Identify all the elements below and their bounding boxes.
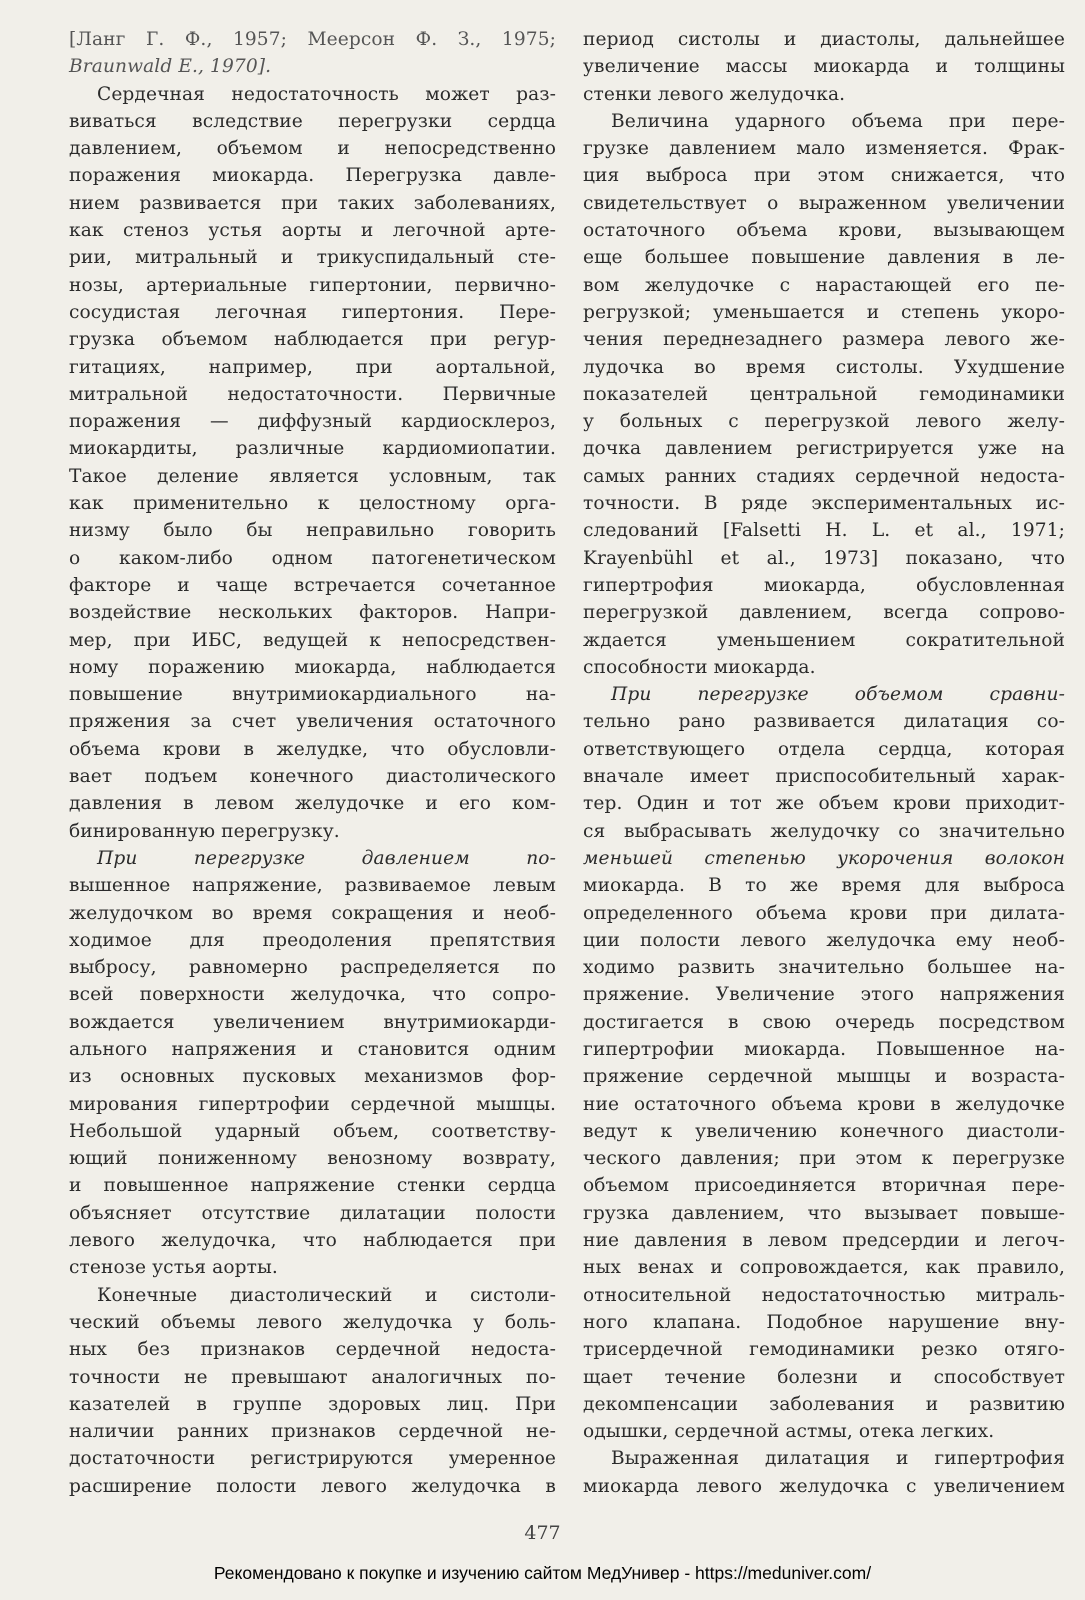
text-line: ческий объемы левого желудочка у боль- bbox=[69, 1311, 556, 1333]
text-line: всей поверхности желудочка, что сопро- bbox=[69, 984, 556, 1006]
text-line: как применительно к целостному орга- bbox=[69, 493, 556, 515]
text-line: вначале имеет приспособительный харак- bbox=[583, 766, 1065, 788]
text-line: вождается увеличением внутримиокарди- bbox=[69, 1011, 556, 1033]
text-line: точности. В ряде экспериментальных ис- bbox=[583, 493, 1065, 515]
text-line: меньшей степенью укорочения волокон bbox=[583, 847, 1065, 869]
text-line: дочка давлением регистрируется уже на bbox=[583, 438, 1065, 460]
text-line: гипертрофия миокарда, обусловленная bbox=[583, 574, 1065, 596]
text-line: нием развивается при таких заболеваниях, bbox=[69, 192, 556, 214]
text-line: факторе и чаще встречается сочетанное bbox=[69, 574, 556, 596]
text-line: При перегрузке давлением по- bbox=[97, 847, 556, 869]
text-line: ходимо развить значительно большее на- bbox=[583, 957, 1065, 979]
text-line: грузке давлением мало изменяется. Фрак- bbox=[583, 138, 1065, 160]
text-line: следований [Falsetti H. L. et al., 1971; bbox=[583, 520, 1065, 542]
text-line: ющий пониженному венозному возврату, bbox=[69, 1148, 556, 1170]
text-line: и повышенное напряжение стенки сердца bbox=[69, 1175, 556, 1197]
text-line: способности миокарда. bbox=[583, 656, 816, 678]
text-line: ному поражению миокарда, наблюдается bbox=[69, 656, 556, 678]
text-line: у больных с перегрузкой левого желу- bbox=[583, 411, 1065, 433]
text-line: тер. Один и тот же объем крови приходит- bbox=[583, 793, 1065, 815]
right-text-column bbox=[583, 26, 1065, 1500]
text-line: регрузкой; уменьшается и степень укоро- bbox=[583, 301, 1065, 323]
text-line: виваться вследствие перегрузки сердца bbox=[69, 110, 556, 132]
text-line: относительной недостаточностью митраль- bbox=[583, 1284, 1065, 1306]
text-line: казателей в группе здоровых лиц. При bbox=[69, 1393, 556, 1415]
text-line: ние давления в левом предсердии и легоч- bbox=[583, 1230, 1065, 1252]
left-text-column bbox=[69, 26, 556, 1500]
text-line: из основных пусковых механизмов фор- bbox=[69, 1066, 556, 1088]
text-line: ального напряжения и становится одним bbox=[69, 1038, 556, 1060]
text-line: левого желудочка, что наблюдается при bbox=[69, 1230, 556, 1252]
text-line: трисердечной гемодинамики резко отяго- bbox=[583, 1339, 1065, 1361]
text-line: увеличение массы миокарда и толщины bbox=[583, 56, 1065, 78]
text-line: ции полости левого желудочка ему необ- bbox=[583, 929, 1065, 951]
text-line: поражения миокарда. Перегрузка давле- bbox=[69, 165, 556, 187]
text-line: стенки левого желудочка. bbox=[583, 83, 846, 105]
text-line: ответствующего отдела сердца, которая bbox=[583, 738, 1065, 760]
text-line: давления в левом желудочке и его ком- bbox=[69, 793, 556, 815]
text-line: пряжение сердечной мышцы и возраста- bbox=[583, 1066, 1065, 1088]
page-number: 477 bbox=[524, 1522, 561, 1544]
text-line: мирования гипертрофии сердечной мышцы. bbox=[69, 1093, 556, 1115]
text-line: давлением, объемом и непосредственно bbox=[69, 138, 556, 160]
text-line: Braunwald E., 1970]. bbox=[69, 56, 272, 78]
text-line: поражения — диффузный кардиосклероз, bbox=[69, 411, 556, 433]
text-line: точности не превышают аналогичных по- bbox=[69, 1366, 556, 1388]
text-line: грузка давлением, что вызывает повыше- bbox=[583, 1202, 1065, 1224]
text-line: ного клапана. Подобное нарушение вну- bbox=[583, 1311, 1065, 1333]
text-line: определенного объема крови при дилата- bbox=[583, 902, 1065, 924]
text-line: пряжения за счет увеличения остаточного bbox=[69, 711, 556, 733]
text-line: перегрузкой давлением, всегда сопрово- bbox=[583, 602, 1065, 624]
text-line: лудочка во время систолы. Ухудшение bbox=[583, 356, 1065, 378]
text-line: ных венах и сопровождается, как правило, bbox=[583, 1257, 1065, 1279]
text-line: Сердечная недостаточность может раз- bbox=[97, 83, 556, 105]
text-line: период систолы и диастолы, дальнейшее bbox=[583, 29, 1065, 50]
text-line: нозы, артериальные гипертонии, первично- bbox=[69, 274, 556, 296]
text-line: вышенное напряжение, развиваемое левым bbox=[69, 875, 556, 897]
text-line: остаточного объема крови, вызывающем bbox=[583, 220, 1065, 242]
text-line: Небольшой ударный объем, соответству- bbox=[69, 1120, 556, 1142]
text-line: как стеноз устья аорты и легочной арте- bbox=[69, 220, 556, 242]
text-line: о каком-либо одном патогенетическом bbox=[69, 547, 556, 569]
text-line: ходимое для преодоления препятствия bbox=[69, 929, 556, 951]
text-line: достаточности регистрируются умеренное bbox=[69, 1448, 556, 1470]
text-line: грузка объемом наблюдается при регур- bbox=[69, 329, 556, 351]
text-line: самых ранних стадиях сердечной недоста- bbox=[583, 465, 1065, 487]
text-line: рии, митральный и трикуспидальный сте- bbox=[69, 247, 556, 269]
text-line: показателей центральной гемодинамики bbox=[583, 383, 1065, 405]
text-line: одышки, сердечной астмы, отека легких. bbox=[583, 1421, 995, 1443]
text-line: ся выбрасывать желудочку со значительно bbox=[583, 820, 1065, 842]
text-line: еще большее повышение давления в ле- bbox=[583, 247, 1065, 269]
text-line: низму было бы неправильно говорить bbox=[69, 520, 556, 542]
text-line: пряжение. Увеличение этого напряжения bbox=[583, 984, 1065, 1006]
text-line: вом желудочке с нарастающей его пе- bbox=[583, 274, 1065, 296]
text-line: миокарда левого желудочка с увеличением bbox=[583, 1475, 1065, 1497]
text-line: ных без признаков сердечной недоста- bbox=[69, 1339, 556, 1361]
text-line: мер, при ИБС, ведущей к непосредствен- bbox=[69, 629, 556, 651]
text-line: достигается в свою очередь посредством bbox=[583, 1011, 1065, 1033]
text-line: свидетельствует о выраженном увеличении bbox=[583, 192, 1065, 214]
text-line: Конечные диастолический и систоли- bbox=[97, 1284, 556, 1306]
text-line: ческого давления; при этом к перегрузке bbox=[583, 1148, 1065, 1170]
text-line: щает течение болезни и способствует bbox=[583, 1366, 1065, 1388]
text-line: стенозе устья аорты. bbox=[69, 1257, 278, 1279]
text-line: миокарда. В то же время для выброса bbox=[583, 875, 1065, 897]
text-line: вает подъем конечного диастолического bbox=[69, 766, 556, 788]
text-line: миокардиты, различные кардиомиопатии. bbox=[69, 438, 556, 460]
text-line: декомпенсации заболевания и развитию bbox=[583, 1393, 1065, 1415]
text-line: митральной недостаточности. Первичные bbox=[69, 383, 556, 405]
text-line: наличии ранних признаков сердечной не- bbox=[69, 1421, 556, 1443]
text-line: гипертрофии миокарда. Повышенное на- bbox=[583, 1038, 1065, 1060]
text-line: объемом присоединяется вторичная пере- bbox=[583, 1175, 1065, 1197]
text-line: Величина ударного объема при пере- bbox=[611, 110, 1065, 132]
text-line: чения переднезаднего размера левого же- bbox=[583, 329, 1065, 351]
text-line: сосудистая легочная гипертония. Пере- bbox=[69, 301, 556, 323]
text-line: гитациях, например, при аортальной, bbox=[69, 356, 556, 378]
text-line: ние остаточного объема крови в желудочке bbox=[583, 1093, 1065, 1115]
text-line: Krayenbühl et al., 1973] показано, что bbox=[583, 547, 1065, 569]
text-line: бинированную перегрузку. bbox=[69, 820, 340, 842]
text-line: [Ланг Г. Ф., 1957; Меерсон Ф. З., 1975; bbox=[69, 29, 556, 50]
text-line: объясняет отсутствие дилатации полости bbox=[69, 1202, 556, 1224]
text-line: тельно рано развивается дилатация со- bbox=[583, 711, 1065, 733]
text-line: повышение внутримиокардиального на- bbox=[69, 684, 556, 706]
text-line: воздействие нескольких факторов. Напри- bbox=[69, 602, 556, 624]
text-line: объема крови в желудке, что обусловли- bbox=[69, 738, 556, 760]
text-line: желудочком во время сокращения и необ- bbox=[69, 902, 556, 924]
text-line: При перегрузке объемом сравни- bbox=[611, 684, 1065, 706]
text-line: ждается уменьшением сократительной bbox=[583, 629, 1065, 651]
text-line: Такое деление является условным, так bbox=[69, 465, 556, 487]
text-line: расширение полости левого желудочка в bbox=[69, 1475, 556, 1497]
text-line: ция выброса при этом снижается, что bbox=[583, 165, 1065, 187]
text-line: выбросу, равномерно распределяется по bbox=[69, 957, 556, 979]
text-line: Выраженная дилатация и гипертрофия bbox=[611, 1448, 1065, 1470]
footer-note: Рекомендовано к покупке и изучению сайтом МедУнивер - https://meduniver.com/ bbox=[213, 1563, 872, 1583]
text-line: ведут к увеличению конечного диастоли- bbox=[583, 1120, 1065, 1142]
